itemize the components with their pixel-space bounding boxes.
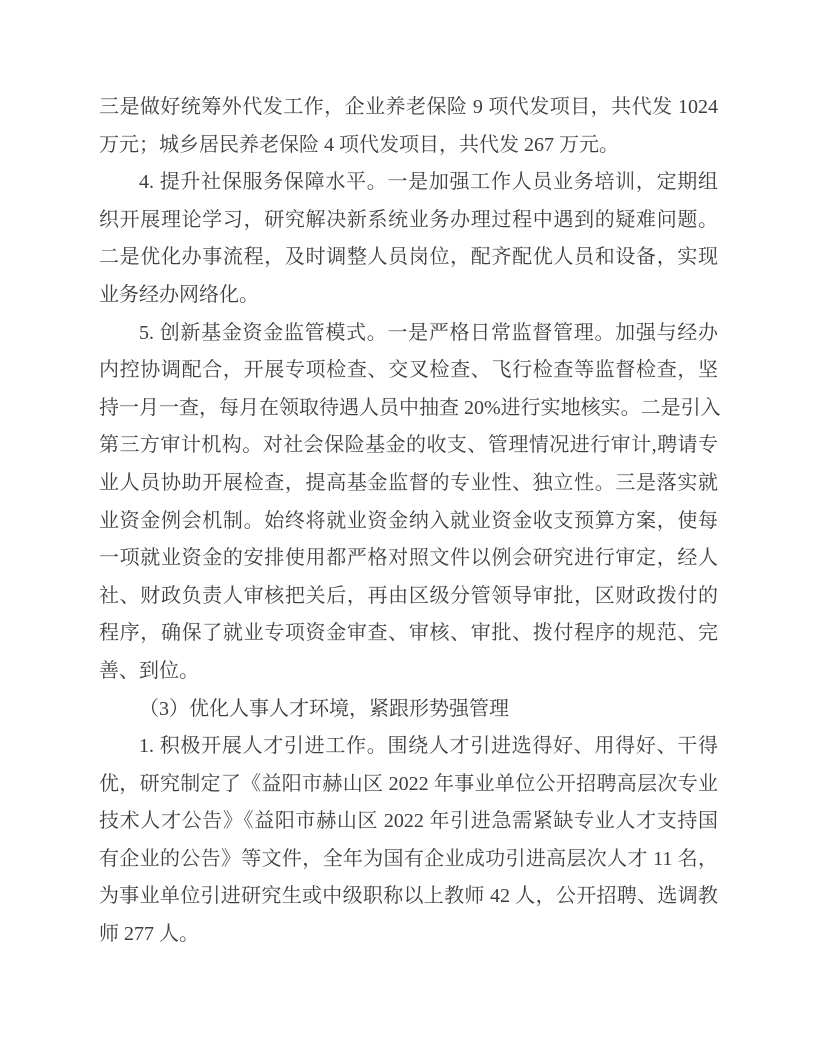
text-line: 内控协调配合，开展专项检查、交叉检查、飞行检查等监督检查，坚 bbox=[99, 359, 718, 382]
text-line: 业人员协助开展检查，提高基金监督的专业性、独立性。三是落实就 bbox=[99, 471, 718, 494]
paragraph-5-fund-supervision bbox=[99, 315, 721, 691]
text-line: 持一月一查，每月在领取待遇人员中抽查 20%进行实地核实。二是引入 bbox=[99, 396, 721, 419]
text-line: 1. 积极开展人才引进工作。围绕人才引进选得好、用得好、干得 bbox=[139, 735, 718, 758]
heading-3-renshi-rencai bbox=[99, 691, 718, 729]
text-line: 为事业单位引进研究生或中级职称以上教师 42 人，公开招聘、选调教 bbox=[99, 885, 718, 908]
text-line: 万元；城乡居民养老保险 4 项代发项目，共代发 267 万元。 bbox=[99, 133, 619, 156]
paragraph-1-talent-recruitment bbox=[99, 728, 718, 954]
text-line: 优，研究制定了《益阳市赫山区 2022 年事业单位公开招聘高层次专业 bbox=[99, 772, 718, 795]
text-line: 有企业的公告》等文件，全年为国有企业成功引进高层次人才 11 名， bbox=[99, 847, 718, 870]
text-line: 善、到位。 bbox=[99, 659, 199, 682]
paragraph-continuation-daifa bbox=[99, 89, 718, 164]
text-line: 业资金例会机制。始终将就业资金纳入就业资金收支预算方案，使每 bbox=[99, 509, 718, 532]
document-body bbox=[99, 89, 721, 954]
text-line: 一项就业资金的安排使用都严格对照文件以例会研究进行审定，经人 bbox=[99, 547, 718, 570]
text-line: 三是做好统筹外代发工作，企业养老保险 9 项代发项目，共代发 1024 bbox=[99, 96, 718, 118]
text-line: 织开展理论学习，研究解决新系统业务办理过程中遇到的疑难问题。 bbox=[99, 208, 718, 231]
text-line: 程序，确保了就业专项资金审查、审核、审批、拨付程序的规范、完 bbox=[99, 622, 718, 645]
text-line: 第三方审计机构。对社会保险基金的收支、管理情况进行审计,聘请专 bbox=[99, 434, 718, 457]
text-line: 技术人才公告》《益阳市赫山区 2022 年引进急需紧缺专业人才支持国 bbox=[99, 810, 718, 833]
text-line: 师 277 人。 bbox=[99, 923, 199, 946]
text-line: 业务经办网络化。 bbox=[99, 283, 259, 306]
text-line: （3）优化人事人才环境，紧跟形势强管理 bbox=[139, 697, 509, 720]
text-line: 社、财政负责人审核把关后，再由区级分管领导审批，区财政拨付的 bbox=[99, 584, 718, 607]
text-line: 5. 创新基金资金监管模式。一是严格日常监督管理。加强与经办 bbox=[139, 321, 718, 344]
text-line: 4. 提升社保服务保障水平。一是加强工作人员业务培训，定期组 bbox=[139, 171, 718, 194]
paragraph-4-shebao-service bbox=[99, 164, 718, 314]
text-line: 二是优化办事流程，及时调整人员岗位，配齐配优人员和设备，实现 bbox=[99, 246, 718, 269]
